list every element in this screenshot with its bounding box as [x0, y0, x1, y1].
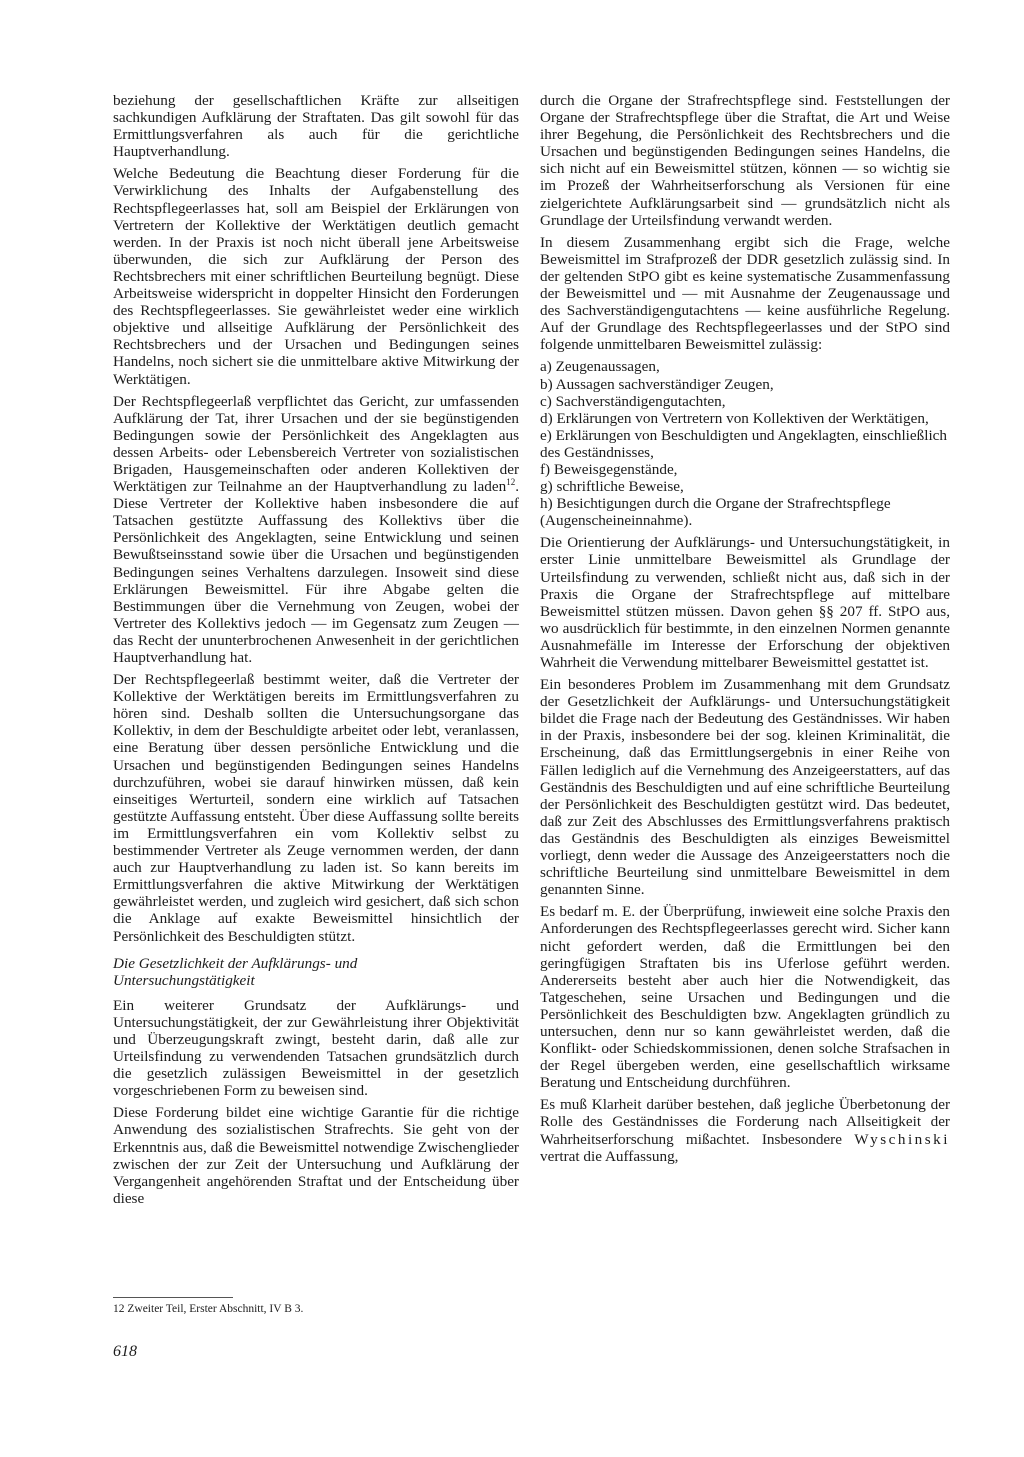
paragraph: In diesem Zusammenhang ergibt sich die Frage, welche Beweismittel im Strafprozeß der DDR gesetzlich zulässig sind. In der geltenden StPO gibt es keine systematische Zusammenfassung der Beweismittel und — mit Ausnahme der Zeugenaussage und des Sachverständigengutachtens — keine ausführliche Regelung. Auf der Grundlage des Rechtspflegeerlasses und der StPO sind folgende unmittelbaren Beweismittel zulässig:: [540, 233, 950, 354]
list-item: b) Aussagen sachverständiger Zeugen,: [540, 375, 774, 393]
list-item: d) Erklärungen von Vertretern von Kollektiven der Werktätigen,: [540, 409, 929, 427]
footnote-reference: 12: [506, 477, 516, 487]
paragraph-text: . Diese Vertreter der Kollektive haben insbesondere die auf Tatsachen gestützte Auffassung des Kollektivs über die Persönlichkeit des Angeklagten, seine Entwicklung und seinen Bewußtseinsstand sowie über die Ursachen und begünstigenden Bedingungen seines Verhaltens darzulegen. Insoweit sind diese Erklärungen Beweismittel. Für ihre Abgabe gelten die Bestimmungen über die Vernehmung von Zeugen, wobei der Vertreter des Kollektivs jedoch — im Gegensatz zum Zeugen — das Recht der ununterbrochenen Anwesenheit in der gerichtlichen Hauptverhandlung hat.: [113, 478, 519, 666]
paragraph: beziehung der gesellschaftlichen Kräfte zur allseitigen sachkundigen Aufklärung der Straftaten. Das gilt sowohl für das Ermittlungsverfahren als auch für die gerichtliche Hauptverhandlung.: [113, 92, 519, 161]
paragraph: Ein besonderes Problem im Zusammenhang mit dem Grundsatz der Gesetzlichkeit der Aufklärungs- und Untersuchungstätigkeit bildet die Frage nach der Bedeutung des Geständnisses. Wir haben in der Praxis, insbesondere bei der sog. kleinen Kriminalität, die Erscheinung, daß das Ermittlungsergebnis in einer Reihe von Fällen lediglich auf die Vernehmung des Anzeigeerstatters, auf das Geständnis des Beschuldigten und auf eine schriftliche Beurteilung der Persönlichkeit des Beschuldigten gestützt wird. Das bedeutet, daß zur Zeit des Abschlusses des Ermittlungsverfahrens praktisch das Geständnis des Beschuldigten als einziges Beweismittel vorliegt, denn weder die Aussage des Anzeigeerstatters noch die schriftliche Beurteilung sind unmittelbare Beweismittel in dem genannten Sinne.: [540, 676, 950, 899]
left-column: [113, 92, 519, 1212]
footnote: 12 Zweiter Teil, Erster Abschnitt, IV B 3.: [113, 1303, 304, 1315]
list-item: g) schriftliche Beweise,: [540, 478, 684, 496]
paragraph-text: Es muß Klarheit darüber bestehen, daß jegliche Überbetonung der Rolle des Geständnisses die Forderung nach Allseitigkeit der Wahrheitserforschung mißachtet.: [540, 1096, 950, 1148]
paragraph: Diese Forderung bildet eine wichtige Garantie für die richtige Anwendung des sozialistischen Strafrechts. Sie geht von der Erkenntnis aus, daß die Beweismittel notwendige Zwischenglieder zwischen der zur Zeit der Untersuchung und Aufklärung der Vergangenheit angehörenden Straftat und der Entscheidung über diese: [113, 1104, 519, 1207]
page-number: 618: [113, 1343, 137, 1360]
author-name: Wyschinski: [854, 1130, 951, 1148]
section-heading-line: Untersuchungstätigkeit: [113, 971, 255, 989]
paragraph: Es bedarf m. E. der Überprüfung, inwieweit eine solche Praxis den Anforderungen des Rechtspflegeerlasses gerecht wird. Sicher kann nicht gefordert werden, daß die Ermittlungen bei den geringfügigen Straftaten bis ins Uferlose geführt werden. Andererseits besteht aber auch hier die Notwendigkeit, das Tatgeschehen, seine Ursachen und Bedingungen und die Persönlichkeit des Beschuldigten bzw. Angeklagten gründlich zu untersuchen, denn nur so kann gewährleistet werden, daß die Konflikt- oder Schiedskommissionen, denen solche Strafsachen in der Regel übergeben werden, eine gesellschaftlich wirksame Beratung und Entscheidung durchführen.: [540, 903, 950, 1092]
list-item: f) Beweisgegenstände,: [540, 460, 678, 478]
paragraph: Ein weiterer Grundsatz der Aufklärungs- und Untersuchungstätigkeit, der zur Gewährleistung ihrer Objektivität und Überzeugungskraft zwingt, besteht darin, daß alle zur Urteilsfindung zu verwendenden Tatsachen grundsätzlich durch die gesetzlich zulässigen Beweismittel in der gesetzlich vorgeschriebenen Form zu beweisen sind.: [113, 996, 519, 1100]
paragraph: Welche Bedeutung die Beachtung dieser Forderung für die Verwirklichung des Inhalts der Aufgabenstellung des Rechtspflegeerlasses hat, soll am Beispiel der Erklärungen von Vertretern der Kollektive der Werktätigen deutlich gemacht werden. In der Praxis ist noch nicht überall jene Arbeitsweise überwunden, die sich zur Aufklärung der Person des Rechtsbrechers mit einer schriftlichen Beurteilung begnügt. Diese Arbeitsweise widerspricht in doppelter Hinsicht den Forderungen des Rechtspflegeerlasses. Sie gewährleistet weder eine wirklich objektive und allseitige Aufklärung der Persönlichkeit des Rechtsbrechers und der Ursachen und Bedingungen seines Handelns, noch sichert sie die unmittelbare aktive Mitwirkung der Werktätigen.: [113, 165, 519, 388]
paragraph-text: Der Rechtspflegeerlaß verpflichtet das Gericht, zur umfassenden Aufklärung der Tat, ihrer Ursachen und der sie begünstigenden Bedingungen sowie der Persönlichkeit des Angeklagten aus dessen Arbeits- oder Lebensbereich Vertreter von sozialistischen Brigaden, Hausgemeinschaften oder anderen Kollektiven der Werktätigen zur Teilnahme an der Hauptverhandlung zu laden: [113, 392, 519, 496]
paragraph-text: vertrat die Auffassung,: [540, 1147, 679, 1165]
paragraph: [113, 393, 519, 667]
paragraph: Die Orientierung der Aufklärungs- und Untersuchungstätigkeit, in erster Linie unmittelbare Beweismittel als Grundlage der Urteilsfindung zu verwenden, schließt nicht aus, daß sich in der Praxis die Organe der Strafrechtspflege auf mittelbare Beweismittel stützen müssen. Davon gehen §§ 207 ff. StPO aus, wo ausdrücklich für bestimmte, in den einzelnen Normen genannte Ausnahmefälle im Interesse der Erforschung der objektiven Wahrheit die Verwendung mittelbarer Beweismittel gestattet ist.: [540, 534, 950, 671]
list-item: e) Erklärungen von Beschuldigten und Angeklagten, einschließlich des Geständnisses,: [540, 426, 947, 461]
right-column: [540, 92, 950, 1170]
evidence-list: [540, 358, 950, 529]
paragraph-text: Insbesondere: [761, 1130, 842, 1148]
list-item: h) Besichtigungen durch die Organe der Strafrechtspflege (Augenscheineinnahme).: [540, 495, 891, 530]
list-item: c) Sachverständigengutachten,: [540, 392, 726, 410]
list-item: a) Zeugenaussagen,: [540, 358, 660, 376]
section-heading-line: Die Gesetzlichkeit der Aufklärungs- und: [113, 954, 358, 972]
section-heading: [113, 955, 519, 989]
paragraph: durch die Organe der Strafrechtspflege sind. Feststellungen der Organe der Strafrechtspflege über die Straftat, die Art und Weise ihrer Begehung, die Persönlichkeit des Rechtsbrechers und die Ursachen und begünstigenden Bedingungen seines Handelns, die sich nicht auf ein Beweismittel stützen, können — so wichtig sie im Prozeß der Wahrheitserforschung als Versionen für eine zielgerichtete Aufklärungsarbeit sind — grundsätzlich nicht als Grundlage der Urteilsfindung verwandt werden.: [540, 92, 950, 229]
footnote-divider: [113, 1297, 233, 1298]
paragraph: Der Rechtspflegeerlaß bestimmt weiter, daß die Vertreter der Kollektive der Werktätigen bereits im Ermittlungsverfahren zu hören sind. Deshalb sollten die Untersuchungsorgane das Kollektiv, in dem der Beschuldigte arbeitet oder lebt, veranlassen, eine Beratung über dessen persönliche Entwicklung und die Ursachen und begünstigenden Bedingungen seines Handelns durchzuführen, wobei sie darauf hinwirken müssen, daß kein einseitiges Werturteil, sondern eine wirklich auf Tatsachen gestützte Auffassung entsteht. Über diese Auffassung sollte bereits im Ermittlungsverfahren ein vom Kollektiv selbst zu bestimmender Vertreter als Zeuge vernommen werden, der dann auch zur Hauptverhandlung zu laden ist. So kann bereits im Ermittlungsverfahren die aktive Mitwirkung der Werktätigen gewährleistet werden, und zugleich wird gesichert, daß sich schon die Anklage auf exakte Beweismittel hinsichtlich der Persönlichkeit des Beschuldigten stützt.: [113, 671, 519, 945]
paragraph: [540, 1096, 950, 1164]
